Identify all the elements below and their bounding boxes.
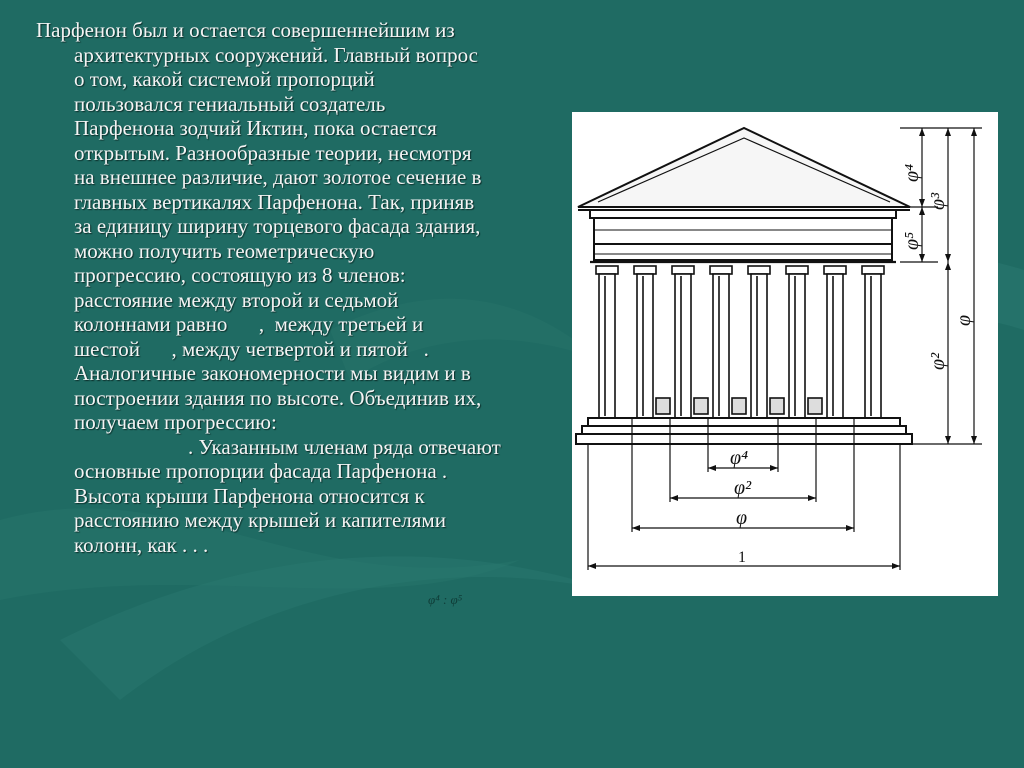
text-line: расстояние между второй и седьмой: [74, 287, 399, 312]
column: [634, 266, 656, 418]
text-line: можно получить геометрическую: [74, 238, 375, 263]
text-line: прогрессию, состоящую из 8 членов:: [74, 263, 406, 287]
label-phi-horizontal: φ: [736, 507, 748, 529]
parthenon-diagram: [572, 112, 998, 596]
text-line: главных вертикалях Парфенона. Так, приняв: [74, 189, 475, 214]
label-phi4-vertical: φ⁴: [901, 163, 923, 182]
stylobate: [576, 418, 912, 444]
text-line: Аналогичные закономерности мы видим и в: [74, 361, 471, 385]
column: [748, 266, 770, 418]
label-phi-vertical: φ: [953, 314, 975, 326]
slide-text: [36, 18, 566, 557]
text-line: Парфенона зодчий Иктин, пока остается: [74, 116, 437, 140]
text-line: . Указанным членам ряда отвечают: [188, 434, 501, 459]
architrave: [594, 244, 892, 260]
column: [862, 266, 884, 418]
column: [824, 266, 846, 418]
text-line: о том, какой системой пропорций: [74, 67, 375, 91]
text-line: пользовался гениальный создатель: [74, 91, 386, 116]
label-one-horizontal: 1: [738, 549, 746, 566]
columns: [596, 266, 884, 418]
text-line: архитектурных сооружений. Главный вопрос: [74, 42, 478, 67]
column: [710, 266, 732, 418]
column: [786, 266, 808, 418]
parthenon-svg: [572, 112, 998, 596]
text-line: на внешнее различие, дают золотое сечение в: [74, 165, 482, 189]
cornice: [590, 210, 896, 218]
text-line: колоннами равно , между третьей и: [74, 312, 424, 336]
label-phi5-vertical: φ⁵: [901, 231, 923, 250]
label-phi2-horizontal: φ²: [734, 477, 752, 499]
text-line: открытым. Разнообразные теории, несмотря: [74, 140, 472, 165]
text-line: расстоянию между крышей и капителями: [74, 508, 446, 532]
text-line: Высота крыши Парфенона относится к: [74, 483, 425, 508]
text-line: шестой , между четвертой и пятой .: [74, 336, 429, 361]
text-line: колонн, как . . .: [74, 532, 209, 557]
column: [596, 266, 618, 418]
label-phi2-vertical: φ²: [927, 352, 949, 370]
paragraph-1: [36, 18, 566, 435]
text-line: за единицу ширину торцевого фасада здания,: [74, 214, 481, 238]
text-line: основные пропорции фасада Парфенона .: [74, 459, 448, 483]
text-line: построении здания по высоте. Объединив их,: [74, 385, 482, 410]
label-phi4-horizontal: φ⁴: [730, 447, 749, 469]
column: [672, 266, 694, 418]
paragraph-2: [36, 435, 566, 558]
text-line: Парфенон был и остается совершеннейшим из: [36, 18, 455, 42]
label-phi3-vertical: φ³: [927, 192, 949, 210]
pediment: [578, 128, 910, 207]
text-line: получаем прогрессию:: [74, 410, 277, 434]
formula-ratio: φ⁴ : φ⁵: [428, 592, 463, 607]
frieze: [594, 218, 892, 244]
